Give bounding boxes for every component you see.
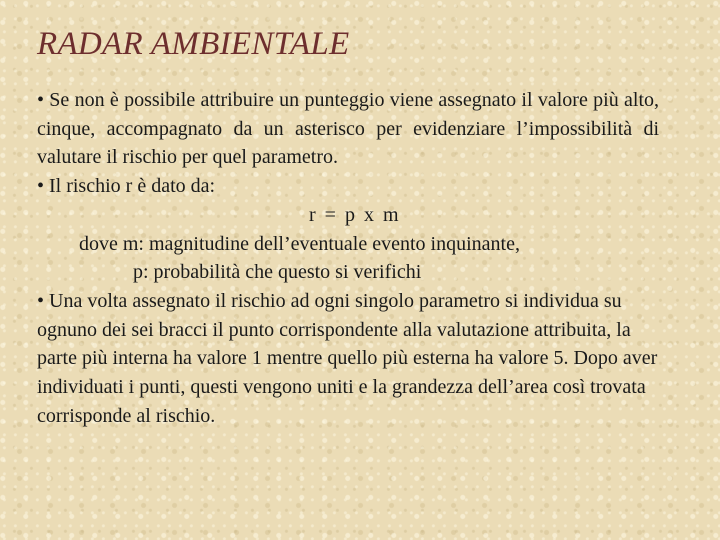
definition-p: p: probabilità che questo si verifichi (133, 261, 422, 284)
bullet-text-1: • Se non è possibile attribuire un punteggio viene assegnato il valore più alto, cinque, accompagnato da un asterisco per evidenziare l’impossibilità di valutare il rischio per quel parametro. (37, 89, 659, 169)
bullet-text-2: • Il rischio r è dato da: (37, 175, 216, 198)
slide-title: RADAR AMBIENTALE (37, 26, 350, 62)
risk-formula: r = p x m (309, 203, 401, 226)
definition-m: dove m: magnitudine dell’eventuale evento inquinante, (79, 232, 520, 255)
bullet-text-3: • Una volta assegnato il rischio ad ogni singolo parametro si individua su ognuno dei sei bracci il punto corrispondente alla valutazione attribuita, la parte più interna ha valore 1 mentre quello più esterna ha valore 5. Dopo aver individuati i punti, questi vengono uniti e la grandezza dell’area così trovata corrisponde al rischio. (37, 289, 658, 427)
slide-body (37, 86, 659, 430)
